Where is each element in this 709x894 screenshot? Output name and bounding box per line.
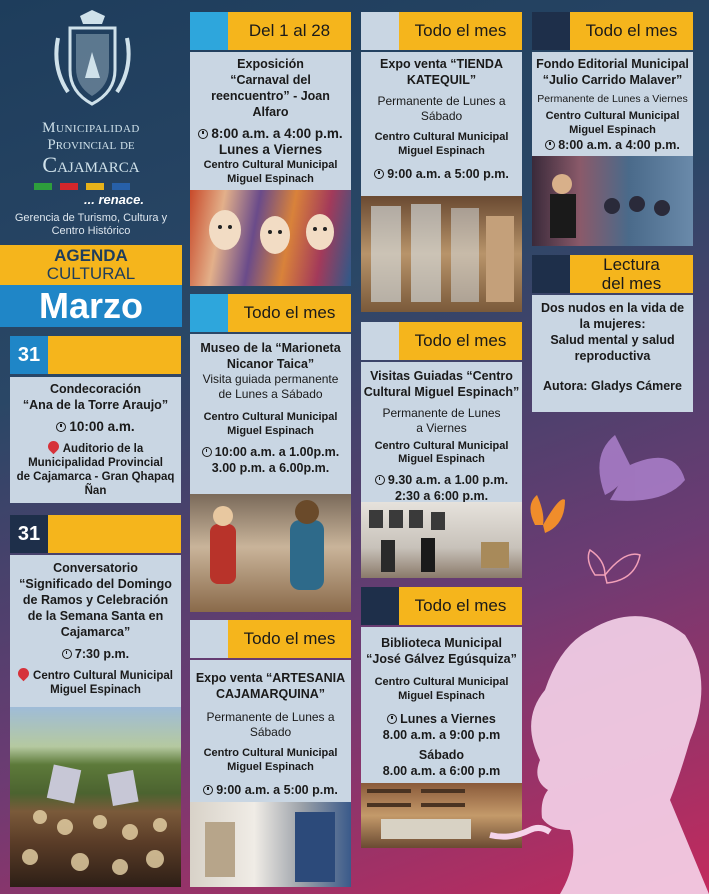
crafts-illustration (190, 802, 351, 887)
color-swatch-blue (112, 183, 130, 190)
event-time: 9:00 a.m. a 5:00 p.m. (216, 783, 338, 797)
event-note1: Permanente de Lunes (382, 406, 501, 420)
clock-icon (375, 475, 385, 485)
event-note1: Permanente de Lunes a (377, 94, 506, 108)
logo-block (0, 0, 182, 245)
header-square (361, 12, 399, 50)
header-square (532, 12, 570, 50)
event-line2: “Carnaval del (230, 73, 311, 87)
shelves-illustration (361, 196, 522, 312)
header-label: Todo el mes (570, 12, 693, 50)
event-header-left1 (10, 336, 181, 374)
event-line3: de la Semana Santa en (27, 609, 164, 623)
marionette-photo (190, 494, 351, 612)
event-time-row (532, 137, 693, 153)
brand-line3: Cajamarca (42, 152, 140, 177)
event-header-e1 (532, 12, 693, 50)
store-photo (361, 196, 522, 312)
brand-line1: Municipalidad (42, 120, 140, 136)
location-pin-icon (45, 439, 61, 455)
header-bar (48, 336, 181, 374)
agenda-title: AGENDA (54, 246, 128, 265)
coat-of-arms-logo (50, 8, 135, 116)
event-time-row (190, 782, 351, 798)
event-time-row (10, 646, 181, 662)
brand-line2: Provincial de (47, 137, 135, 153)
event-time1: 8.00 a.m. a 9:00 p.m (382, 728, 501, 742)
clock-icon (545, 140, 555, 150)
event-card-carnaval (190, 52, 351, 190)
event-note2: Sábado (249, 725, 292, 739)
event-line4: Cajamarca” (60, 625, 131, 639)
carnival-painting-photo (190, 190, 351, 286)
event-time-row (190, 444, 351, 460)
header-label: Todo el mes (399, 12, 522, 50)
reading-card (532, 295, 693, 412)
reading-line4: reproductiva (574, 349, 651, 363)
header-label: Todo el mes (228, 294, 351, 332)
event-line1: Expo venta “TIENDA (380, 57, 503, 71)
event-line2: CAJAMARQUINA” (215, 687, 326, 701)
color-swatch-yellow (86, 183, 104, 190)
clock-icon (203, 785, 213, 795)
event-card-fondo-editorial (532, 52, 693, 156)
month-banner: Marzo (0, 285, 182, 327)
header-label: Del 1 al 28 (228, 12, 351, 50)
event-time: 7:30 p.m. (74, 647, 130, 661)
agenda-subtitle: CULTURAL (46, 264, 136, 283)
event-place2: Miguel Espinach (227, 761, 314, 773)
event-line2: “José Gálvez Egúsquiza” (366, 652, 517, 666)
event-time1: 10:00 a.m. a 1.00p.m. (214, 445, 340, 459)
artesania-photo (190, 802, 351, 887)
color-swatch-green (34, 183, 52, 190)
clock-icon (202, 447, 212, 457)
clock-icon (387, 714, 397, 724)
slogan: ... renace. (84, 192, 144, 207)
day-badge: 31 (10, 515, 48, 553)
editorial-photo (532, 156, 693, 246)
event-line1: Visitas Guiadas “Centro (370, 369, 513, 383)
event-line4: Alfaro (252, 105, 289, 119)
event-line1: Biblioteca Municipal (381, 636, 502, 650)
header-label: Todo el mes (228, 620, 351, 658)
event-place1: Centro Cultural Municipal (203, 747, 338, 759)
event-place2: Miguel Espinach (227, 173, 314, 185)
event-place1: Centro Cultural Municipal (203, 159, 338, 171)
event-card-conversatorio (10, 555, 181, 707)
event-place1: Centro Cultural Municipal (374, 131, 509, 143)
event-card-visitas (361, 362, 522, 502)
place-line3: de Cajamarca - Gran Qhapaq (16, 471, 175, 483)
header-bar (48, 515, 181, 553)
event-line1: Museo de la “Marioneta (200, 341, 341, 355)
event-place1: Centro Cultural Municipal (374, 440, 509, 452)
event-time-row (361, 472, 522, 488)
event-time2: 2:30 a 6:00 p.m. (394, 489, 489, 502)
audience-illustration (532, 156, 693, 246)
event-place1: Centro Cultural Municipal (374, 676, 509, 688)
header-label: Todo el mes (399, 322, 522, 360)
event-place2: Miguel Espinach (569, 124, 656, 136)
event-line1: Expo venta “ARTESANIA (195, 671, 346, 685)
event-card-tienda (361, 52, 522, 196)
crowd-illustration (10, 707, 181, 887)
event-place1: Centro Cultural Municipal (203, 411, 338, 423)
event-time-row (10, 419, 181, 435)
event-header-d1 (361, 12, 522, 50)
event-card-museo (190, 334, 351, 494)
event-line1: Exposición (237, 57, 304, 71)
department (0, 212, 182, 238)
event-place (10, 441, 181, 498)
place-line4: Ñan (84, 485, 107, 497)
reading-header-fix (532, 255, 693, 295)
event-days: Lunes a Viernes (218, 142, 323, 157)
event-line2: “Julio Carrido Malaver” (542, 73, 683, 87)
masks-illustration (190, 190, 351, 286)
clock-icon (374, 169, 384, 179)
reading-line2: la mujeres: (579, 317, 646, 331)
event-time: 9:00 a.m. a 5:00 p.m. (387, 167, 509, 181)
event-note1: Permanente de Lunes a Viernes (537, 93, 688, 105)
event-line2: Nicanor Taica” (226, 357, 315, 371)
event-title: Conversatorio (53, 561, 138, 575)
event-header-c1 (190, 12, 351, 50)
reading-header-line1: Lectura (603, 255, 660, 274)
event-card-condecoracion (10, 377, 181, 503)
event-days2: Sábado (418, 748, 465, 762)
event-note2: a Viernes (416, 421, 467, 435)
municipality-name (0, 120, 182, 176)
color-swatch-red (60, 183, 78, 190)
event-header-c3 (190, 620, 351, 658)
clock-icon (62, 649, 72, 659)
event-line1: Fondo Editorial Municipal (536, 57, 689, 71)
dept-line2: Centro Histórico (51, 225, 131, 237)
reading-header-line2: del mes (601, 274, 662, 293)
event-time: 8:00 a.m. a 4:00 p.m. (558, 138, 680, 152)
reading-author: Autora: Gladys Cámere (543, 379, 682, 393)
place-line (10, 441, 181, 456)
event-header-left2 (10, 515, 181, 553)
event-time2: 8.00 a.m. a 6:00 p.m (382, 764, 501, 778)
event-title: Condecoración (50, 382, 141, 396)
day-badge: 31 (10, 336, 48, 374)
event-note2: Sábado (420, 109, 463, 123)
place-line1: Auditorio de la (62, 443, 144, 455)
gallery-illustration (361, 502, 522, 578)
event-time-row (190, 126, 351, 142)
place-line2: Miguel Espinach (50, 684, 141, 696)
event-note1: Permanente de Lunes a (206, 710, 335, 724)
dept-line1: Gerencia de Turismo, Cultura y (14, 212, 168, 224)
event-place (10, 668, 181, 697)
place-line2: Municipalidad Provincial (28, 457, 163, 469)
reading-line3: Salud mental y salud (550, 333, 675, 347)
header-square (361, 322, 399, 360)
event-days1: Lunes a Viernes (400, 712, 496, 726)
header-square (190, 12, 228, 50)
butterfly-decoration (505, 425, 705, 625)
header-square (190, 294, 228, 332)
event-place2: Miguel Espinach (227, 425, 314, 437)
festival-crowd-photo (10, 707, 181, 887)
reading-line1: Dos nudos en la vida de (540, 301, 685, 315)
event-line3: reencuentro” - Joan (211, 89, 330, 103)
header-square (361, 587, 399, 625)
event-header-d2 (361, 322, 522, 360)
puppets-illustration (190, 494, 351, 612)
event-time1: 9.30 a.m. a 1.00 p.m. (387, 473, 509, 487)
event-time: 10:00 a.m. (69, 419, 135, 434)
clock-icon (198, 129, 208, 139)
event-note2: de Lunes a Sábado (218, 387, 323, 401)
event-time2: 3.00 p.m. a 6.00p.m. (211, 461, 330, 475)
event-time-row (361, 166, 522, 182)
location-pin-icon (16, 666, 32, 682)
gallery-photo (361, 502, 522, 578)
header-square (190, 620, 228, 658)
place-line (10, 668, 181, 683)
event-line2: de Ramos y Celebración (22, 593, 169, 607)
event-place1: Centro Cultural Municipal (545, 110, 680, 122)
event-name: “Ana de la Torre Araujo” (22, 398, 169, 412)
clock-icon (56, 422, 66, 432)
event-place2: Miguel Espinach (398, 453, 485, 465)
event-place2: Miguel Espinach (398, 690, 485, 702)
woman-silhouette-decoration (470, 600, 709, 894)
event-header-c2 (190, 294, 351, 332)
event-time: 8:00 a.m. a 4:00 p.m. (211, 126, 343, 141)
event-note1: Visita guiada permanente (202, 372, 339, 386)
event-card-artesania (190, 660, 351, 802)
event-line2: Cultural Miguel Espinach” (363, 385, 520, 399)
header-label: Todo el mes (399, 587, 522, 625)
brand-color-bar (34, 183, 130, 190)
place-line1: Centro Cultural Municipal (33, 670, 173, 682)
agenda-banner (0, 245, 182, 285)
event-line1: “Significado del Domingo (19, 577, 172, 591)
event-line2: KATEQUIL” (406, 73, 477, 87)
event-place2: Miguel Espinach (398, 145, 485, 157)
